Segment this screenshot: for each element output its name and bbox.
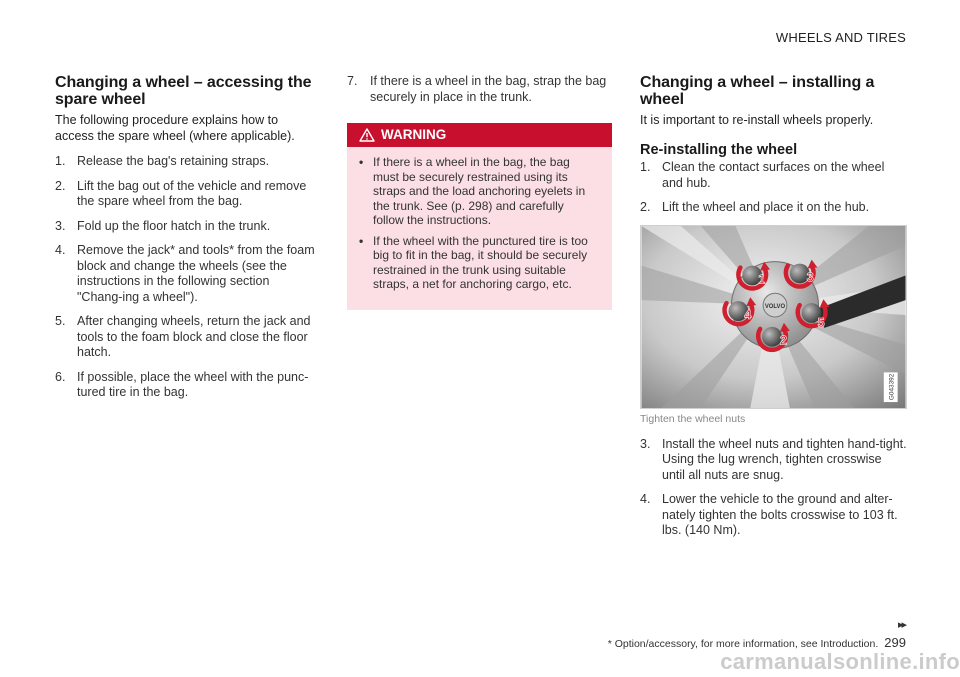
heading-installing-wheel: Changing a wheel – installing a wheel	[640, 74, 875, 108]
subheading-reinstalling: Re-installing the wheel	[640, 142, 798, 158]
svg-text:G043392: G043392	[888, 373, 896, 400]
warning-title: WARNING	[381, 127, 447, 142]
warning-list	[347, 147, 612, 292]
list-item: 3. Fold up the floor hatch in the trunk.	[55, 218, 271, 233]
warning-header	[347, 123, 612, 147]
next-page-arrows-icon[interactable]: ▸▸	[897, 619, 905, 631]
list-item: 4. Remove the jack* and tools* from the foam block and change the wheels (see the instructions in the following section "Chang-ing a wheel").	[55, 243, 315, 304]
warning-item: • If there is a wheel in the bag, the bag must be securely restrained using its straps and the load anchoring eyelets in the trunk. See (p. 298) and carefully follow the instructions.	[359, 155, 586, 227]
list-item: 2. Lift the wheel and place it on the hub.	[640, 200, 870, 214]
image-caption: Tighten the wheel nuts	[640, 412, 746, 425]
list-item: 1. Clean the contact surfaces on the wheel and hub.	[640, 160, 885, 190]
list-item: 7. If there is a wheel in the bag, strap the bag securely in place in the trunk.	[347, 74, 607, 104]
svg-text:1: 1	[758, 270, 766, 286]
list-item: 2. Lift the bag out of the vehicle and remove the spare wheel from the bag.	[55, 178, 307, 208]
list-item: 1. Release the bag's retaining straps.	[55, 154, 270, 168]
steps-list	[55, 154, 317, 401]
svg-text:VOLVO: VOLVO	[764, 303, 786, 310]
page-number: 299	[884, 635, 906, 650]
column-installing-wheel	[640, 74, 907, 548]
list-item: 3. Install the wheel nuts and tighten hand-tight. Using the lug wrench, tighten crosswise until all nuts are snug.	[640, 436, 907, 482]
page-footer	[608, 635, 906, 650]
warning-item: • If the wheel with the punctured tire is too big to fit in the bag, it should be securely restrained in the trunk using suitable straps, a net for anchoring cargo, etc.	[359, 233, 588, 291]
column-accessing-spare-wheel	[55, 74, 317, 410]
watermark: carmanualsonline.info	[720, 649, 960, 674]
section-title: WHEELS AND TIRES	[775, 30, 906, 45]
wheel-nuts-illustration	[640, 225, 907, 409]
svg-text:3: 3	[806, 268, 814, 284]
heading-accessing-spare-wheel: Changing a wheel – accessing the spare wheel	[55, 74, 312, 108]
intro-text: The following procedure explains how to access the spare wheel (where applicable).	[55, 113, 295, 143]
steps-list	[347, 74, 612, 105]
steps-list	[640, 437, 907, 539]
list-item: 4. Lower the vehicle to the ground and alter-nately tighten the bolts crosswise to 103 ft. lbs. (140 Nm).	[640, 492, 898, 537]
svg-text:2: 2	[779, 332, 788, 348]
footnote: * Option/accessory, for more information, see Introduction.	[607, 638, 879, 650]
intro-text: It is important to re-install wheels properly.	[640, 113, 874, 127]
warning-triangle-icon	[359, 128, 375, 142]
svg-text:5: 5	[817, 314, 825, 330]
list-item: 5. After changing wheels, return the jack and tools to the foam block and close the floor hatch.	[55, 314, 311, 359]
steps-list	[640, 160, 907, 216]
svg-text:4: 4	[744, 306, 752, 322]
warning-box	[347, 123, 612, 310]
list-item: 6. If possible, place the wheel with the punc-tured tire in the bag.	[55, 369, 309, 399]
column-continued-steps	[347, 74, 612, 310]
